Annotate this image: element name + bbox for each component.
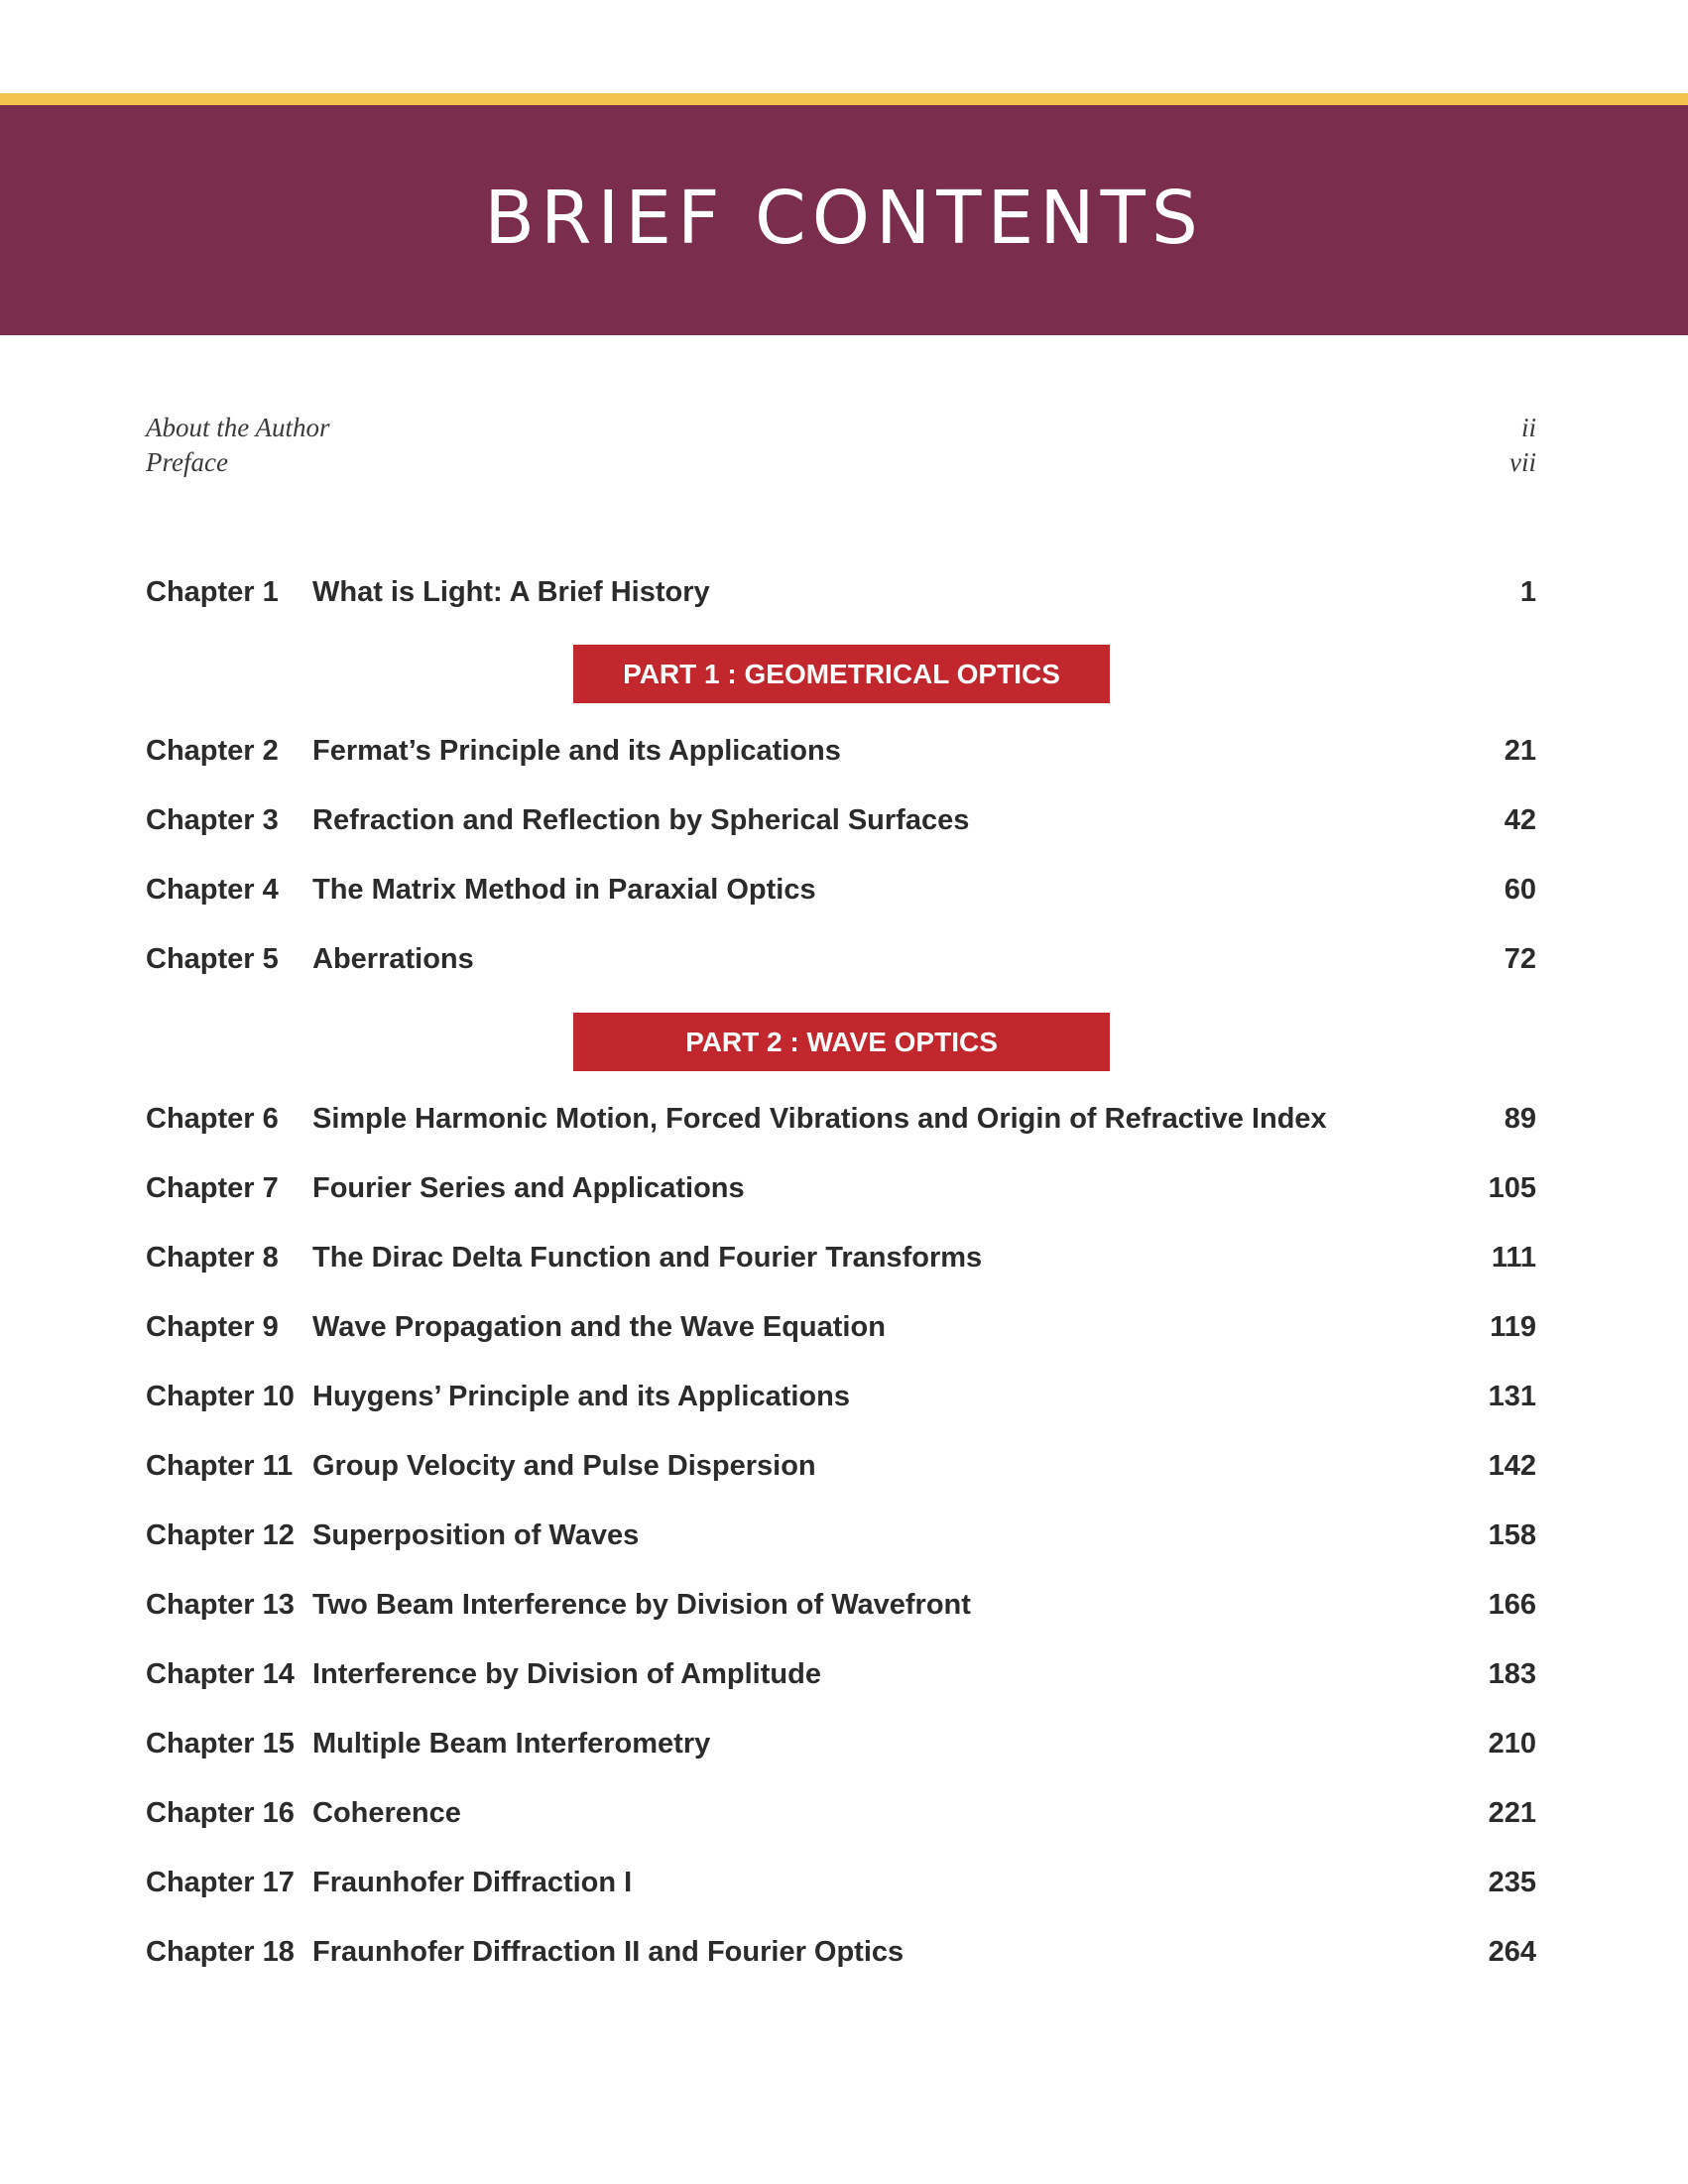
chapter-label: Chapter 9 — [146, 1311, 279, 1343]
page-title: BRIEF CONTENTS — [484, 176, 1204, 261]
chapter-page: 89 — [1504, 1103, 1536, 1135]
chapter-title: Huygens’ Principle and its Applications — [312, 1381, 850, 1412]
chapter-title: Two Beam Interference by Division of Wavefront — [312, 1589, 971, 1621]
chapter-title: Simple Harmonic Motion, Forced Vibrations and Origin of Refractive Index — [312, 1103, 1327, 1135]
chapter-page: 221 — [1488, 1797, 1536, 1829]
part-1-banner: PART 1 : GEOMETRICAL OPTICS — [573, 645, 1110, 703]
chapter-page: 210 — [1488, 1728, 1536, 1759]
chapter-page: 142 — [1488, 1450, 1536, 1482]
chapter-label: Chapter 3 — [146, 804, 279, 836]
chapter-page: 264 — [1488, 1936, 1536, 1968]
chapter-title: Group Velocity and Pulse Dispersion — [312, 1450, 816, 1482]
chapter-page: 158 — [1488, 1519, 1536, 1551]
toc-entry-chapter-4[interactable] — [146, 870, 1536, 910]
chapter-title: The Dirac Delta Function and Fourier Transforms — [312, 1242, 983, 1274]
part-2-banner: PART 2 : WAVE OPTICS — [573, 1013, 1110, 1071]
toc-entry-chapter-5[interactable] — [146, 939, 1536, 979]
chapter-title: Aberrations — [312, 943, 474, 975]
chapter-label: Chapter 6 — [146, 1103, 279, 1135]
toc-entry-chapter-14[interactable] — [146, 1654, 1536, 1694]
toc-entry-chapter-13[interactable] — [146, 1585, 1536, 1625]
chapter-label: Chapter 10 — [146, 1381, 295, 1412]
toc-entry-chapter-15[interactable] — [146, 1724, 1536, 1763]
chapter-label: Chapter 1 — [146, 576, 279, 608]
chapter-title: The Matrix Method in Paraxial Optics — [312, 874, 816, 906]
chapter-label: Chapter 14 — [146, 1658, 295, 1690]
chapter-label: Chapter 18 — [146, 1936, 295, 1968]
toc-entry-chapter-16[interactable] — [146, 1793, 1536, 1833]
chapter-title: Wave Propagation and the Wave Equation — [312, 1311, 886, 1343]
toc-entry-chapter-9[interactable] — [146, 1307, 1536, 1347]
toc-entry-chapter-1[interactable] — [146, 572, 1536, 612]
chapter-page: 60 — [1504, 874, 1536, 906]
entry-title: About the Author — [146, 413, 330, 442]
chapter-title: Fraunhofer Diffraction II and Fourier Optics — [312, 1936, 904, 1968]
toc-entry-chapter-8[interactable] — [146, 1238, 1536, 1277]
chapter-page: 21 — [1504, 735, 1536, 767]
chapter-label: Chapter 8 — [146, 1242, 279, 1274]
toc-entry-chapter-3[interactable] — [146, 800, 1536, 840]
toc-entry-chapter-12[interactable] — [146, 1516, 1536, 1555]
chapter-label: Chapter 17 — [146, 1867, 295, 1898]
toc-entry-chapter-2[interactable] — [146, 731, 1536, 771]
chapter-title: Interference by Division of Amplitude — [312, 1658, 821, 1690]
chapter-page: 72 — [1504, 943, 1536, 975]
chapter-title: Fermat’s Principle and its Applications — [312, 735, 841, 767]
chapter-label: Chapter 11 — [146, 1450, 294, 1482]
chapter-page: 42 — [1504, 804, 1536, 836]
toc-entry-chapter-10[interactable] — [146, 1377, 1536, 1416]
chapter-label: Chapter 13 — [146, 1589, 295, 1621]
entry-page: vii — [1509, 447, 1536, 477]
entry-page: ii — [1520, 413, 1536, 442]
chapter-title: Fraunhofer Diffraction I — [312, 1867, 633, 1898]
chapter-label: Chapter 16 — [146, 1797, 295, 1829]
chapter-page: 119 — [1490, 1311, 1536, 1343]
chapter-page: 183 — [1488, 1658, 1536, 1690]
chapter-label: Chapter 12 — [146, 1519, 295, 1551]
toc-entry-chapter-18[interactable] — [146, 1932, 1536, 1972]
chapter-title: Coherence — [312, 1797, 461, 1829]
toc-entry-chapter-11[interactable] — [146, 1446, 1536, 1486]
chapter-page: 131 — [1488, 1381, 1536, 1412]
toc-entry-chapter-17[interactable] — [146, 1863, 1536, 1902]
chapter-label: Chapter 4 — [146, 874, 279, 906]
chapter-label: Chapter 7 — [146, 1172, 279, 1204]
chapter-title: Multiple Beam Interferometry — [312, 1728, 711, 1759]
chapter-page: 235 — [1488, 1867, 1536, 1898]
chapter-label: Chapter 2 — [146, 735, 279, 767]
chapter-title: Superposition of Waves — [312, 1519, 640, 1551]
toc-entry-chapter-6[interactable] — [146, 1099, 1536, 1139]
entry-title: Preface — [146, 447, 228, 477]
chapter-page: 105 — [1488, 1172, 1536, 1204]
chapter-title: Fourier Series and Applications — [312, 1172, 745, 1204]
chapter-label: Chapter 5 — [146, 943, 279, 975]
chapter-title: What is Light: A Brief History — [312, 576, 710, 608]
chapter-page: 111 — [1491, 1242, 1536, 1274]
gold-rule — [0, 93, 1688, 105]
chapter-page: 166 — [1488, 1589, 1536, 1621]
chapter-page: 1 — [1519, 576, 1536, 608]
chapter-title: Refraction and Reflection by Spherical Surfaces — [312, 804, 970, 836]
chapter-label: Chapter 15 — [146, 1728, 295, 1759]
toc-entry-chapter-7[interactable] — [146, 1168, 1536, 1208]
